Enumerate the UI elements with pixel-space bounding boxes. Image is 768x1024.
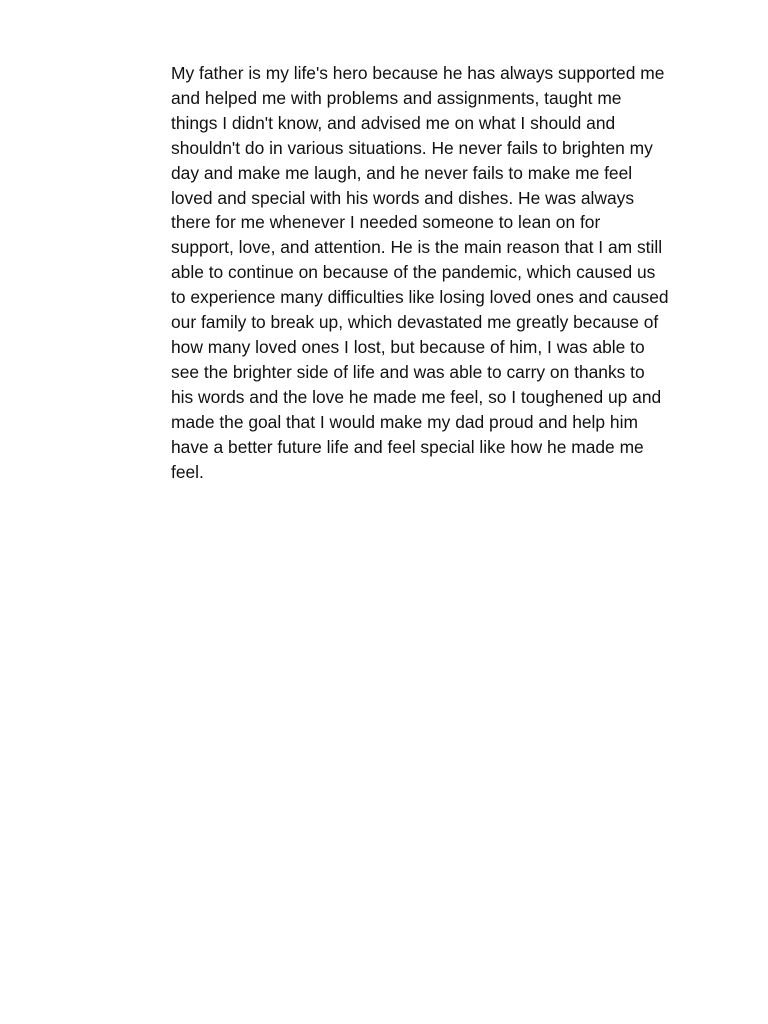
paragraph-line: how many loved ones I lost, but because of him, I was able to bbox=[171, 336, 645, 357]
paragraph-line: shouldn't do in various situations. He never fails to brighten my bbox=[171, 137, 653, 158]
paragraph-line: feel. bbox=[171, 461, 204, 482]
paragraph-line: able to continue on because of the pandemic, which caused us bbox=[171, 262, 656, 283]
paragraph-line: things I didn't know, and advised me on what I should and bbox=[171, 112, 616, 133]
paragraph-line: have a better future life and feel special like how he made me bbox=[171, 436, 644, 457]
paragraph-line: and helped me with problems and assignments, taught me bbox=[171, 87, 622, 108]
paragraph-line: My father is my life's hero because he has always supported me bbox=[171, 63, 665, 83]
paragraph-line: loved and special with his words and dishes. He was always bbox=[171, 187, 635, 208]
paragraph-line: there for me whenever I needed someone to lean on for bbox=[171, 212, 601, 233]
paragraph-line: support, love, and attention. He is the main reason that I am still bbox=[171, 237, 663, 258]
paragraph-line: day and make me laugh, and he never fails to make me feel bbox=[171, 162, 633, 183]
paragraph-line: to experience many difficulties like losing loved ones and caused bbox=[171, 287, 669, 308]
paragraph-line: see the brighter side of life and was able to carry on thanks to bbox=[171, 361, 645, 382]
paragraph-line: his words and the love he made me feel, so I toughened up and bbox=[171, 386, 662, 407]
essay-paragraph bbox=[171, 61, 711, 484]
paragraph-line: our family to break up, which devastated me greatly because of bbox=[171, 312, 659, 333]
paragraph-line: made the goal that I would make my dad proud and help him bbox=[171, 411, 638, 432]
